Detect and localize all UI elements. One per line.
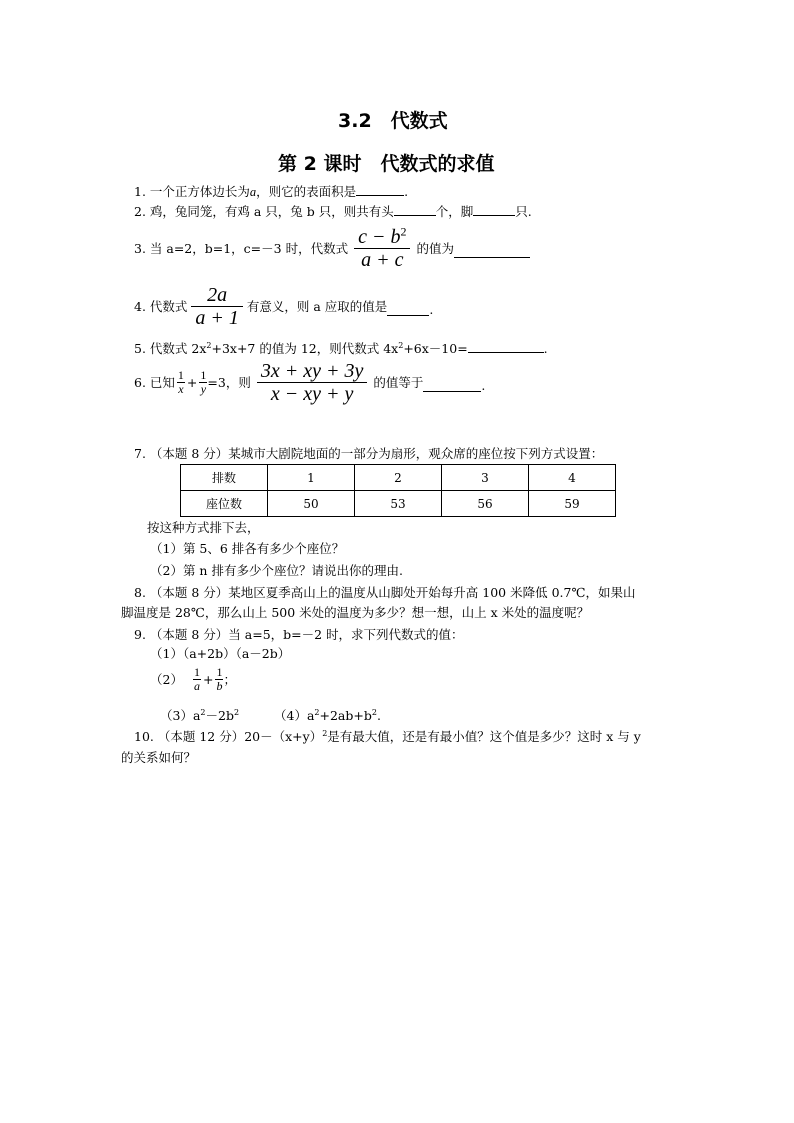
q9-part-2: （2） $\frac{1}{a}$ + $\frac{1}{b}$ ； — [150, 665, 236, 693]
answer-blank[interactable] — [394, 203, 436, 216]
question-10-line-1: 10. （本题 12 分）$20-(x+y)^2$是有最大值，还是有最小值？这个值是多少？这时 x 与 y — [134, 728, 641, 744]
table-cell: 座位数 — [181, 491, 268, 517]
answer-blank[interactable] — [473, 203, 515, 216]
answer-blank[interactable] — [454, 245, 530, 258]
fraction-q4: $\frac{2a}{a + 1}$ — [191, 284, 243, 329]
answer-blank[interactable] — [423, 379, 481, 392]
fraction-1-over-a: $\frac{1}{a}$ — [193, 665, 200, 693]
question-9: 9. （本题 8 分）当 a=5，b=－2 时，求下列代数式的值： — [134, 627, 464, 642]
table-cell: 2 — [355, 465, 442, 491]
fraction-1-over-x: $\frac{1}{x}$ — [177, 368, 184, 396]
table-row — [181, 491, 616, 517]
fraction-1-over-b: $\frac{1}{b}$ — [216, 665, 223, 693]
question-10-line-2: 的关系如何？ — [121, 750, 197, 765]
q7-part-1: （1）第 5、6 排各有多少个座位？ — [150, 541, 345, 556]
table-cell: 50 — [268, 491, 355, 517]
table-cell: 4 — [529, 465, 616, 491]
lesson-title: 第 2 课时 代数式的求值 — [278, 153, 495, 175]
question-6: 6. 已知 $\frac{1}{x}$ + $\frac{1}{y}$ =3，则 $\frac{3x + xy + 3y}{x - xy + y}$ 的值等于 . — [134, 360, 486, 405]
fraction-q3: $\frac{c - b^2}{a + c}$ — [354, 226, 410, 271]
q7-part-2: （2）第 n 排有多少个座位？请说出你的理由. — [150, 563, 403, 578]
question-8-line-1: 8. （本题 8 分）某地区夏季高山上的温度从山脚处开始每升高 100 米降低 0.7℃，如果山 — [134, 585, 636, 600]
table-cell: 3 — [442, 465, 529, 491]
question-7: 7. （本题 8 分）某城市大剧院地面的一部分为扇形，观众席的座位按下列方式设置： — [134, 446, 604, 461]
question-3: 3. 当 a=2，b=1，c=－3 时，代数式 $\frac{c - b^2}{a + c}$ 的值为 — [134, 226, 530, 271]
answer-blank[interactable] — [387, 303, 429, 316]
answer-blank[interactable] — [468, 340, 544, 353]
table-cell: 排数 — [181, 465, 268, 491]
q9-part-1: （1）（a+2b）（a－2b） — [150, 646, 291, 661]
fraction-1-over-y: $\frac{1}{y}$ — [200, 368, 207, 396]
q9-part-3: $(3)a^2-2b^2$ — [160, 707, 240, 723]
question-4: 4. 代数式 $\frac{2a}{a + 1}$ 有意义，则 a 应取的值是 . — [134, 284, 434, 329]
table-cell: 53 — [355, 491, 442, 517]
table-cell: 1 — [268, 465, 355, 491]
question-8-line-2: 脚温度是 28℃，那么山上 500 米处的温度为多少？想一想，山上 x 米处的温度呢？ — [121, 605, 590, 620]
question-5: 5. 代数式 $2x^2+3x+7$ 的值为 12，则代数式 $4x^2+6x-10=$ . — [134, 340, 548, 356]
q7-line-1: 按这种方式排下去， — [147, 520, 260, 535]
seat-table — [180, 464, 616, 517]
answer-blank[interactable] — [356, 183, 404, 196]
fraction-q6: $\frac{3x + xy + 3y}{x - xy + y}$ — [257, 360, 368, 405]
section-title: 3.2 代数式 — [338, 110, 448, 132]
q9-part-4: $(4)a^2+2ab+b^2$. — [274, 707, 381, 723]
question-1: 1. 一个正方体边长为a，则它的表面积是 . — [134, 184, 409, 199]
table-row — [181, 465, 616, 491]
question-2: 2. 鸡，兔同笼，有鸡 a 只，兔 b 只，则共有头 个，脚 只. — [134, 204, 532, 219]
table-cell: 56 — [442, 491, 529, 517]
table-cell: 59 — [529, 491, 616, 517]
